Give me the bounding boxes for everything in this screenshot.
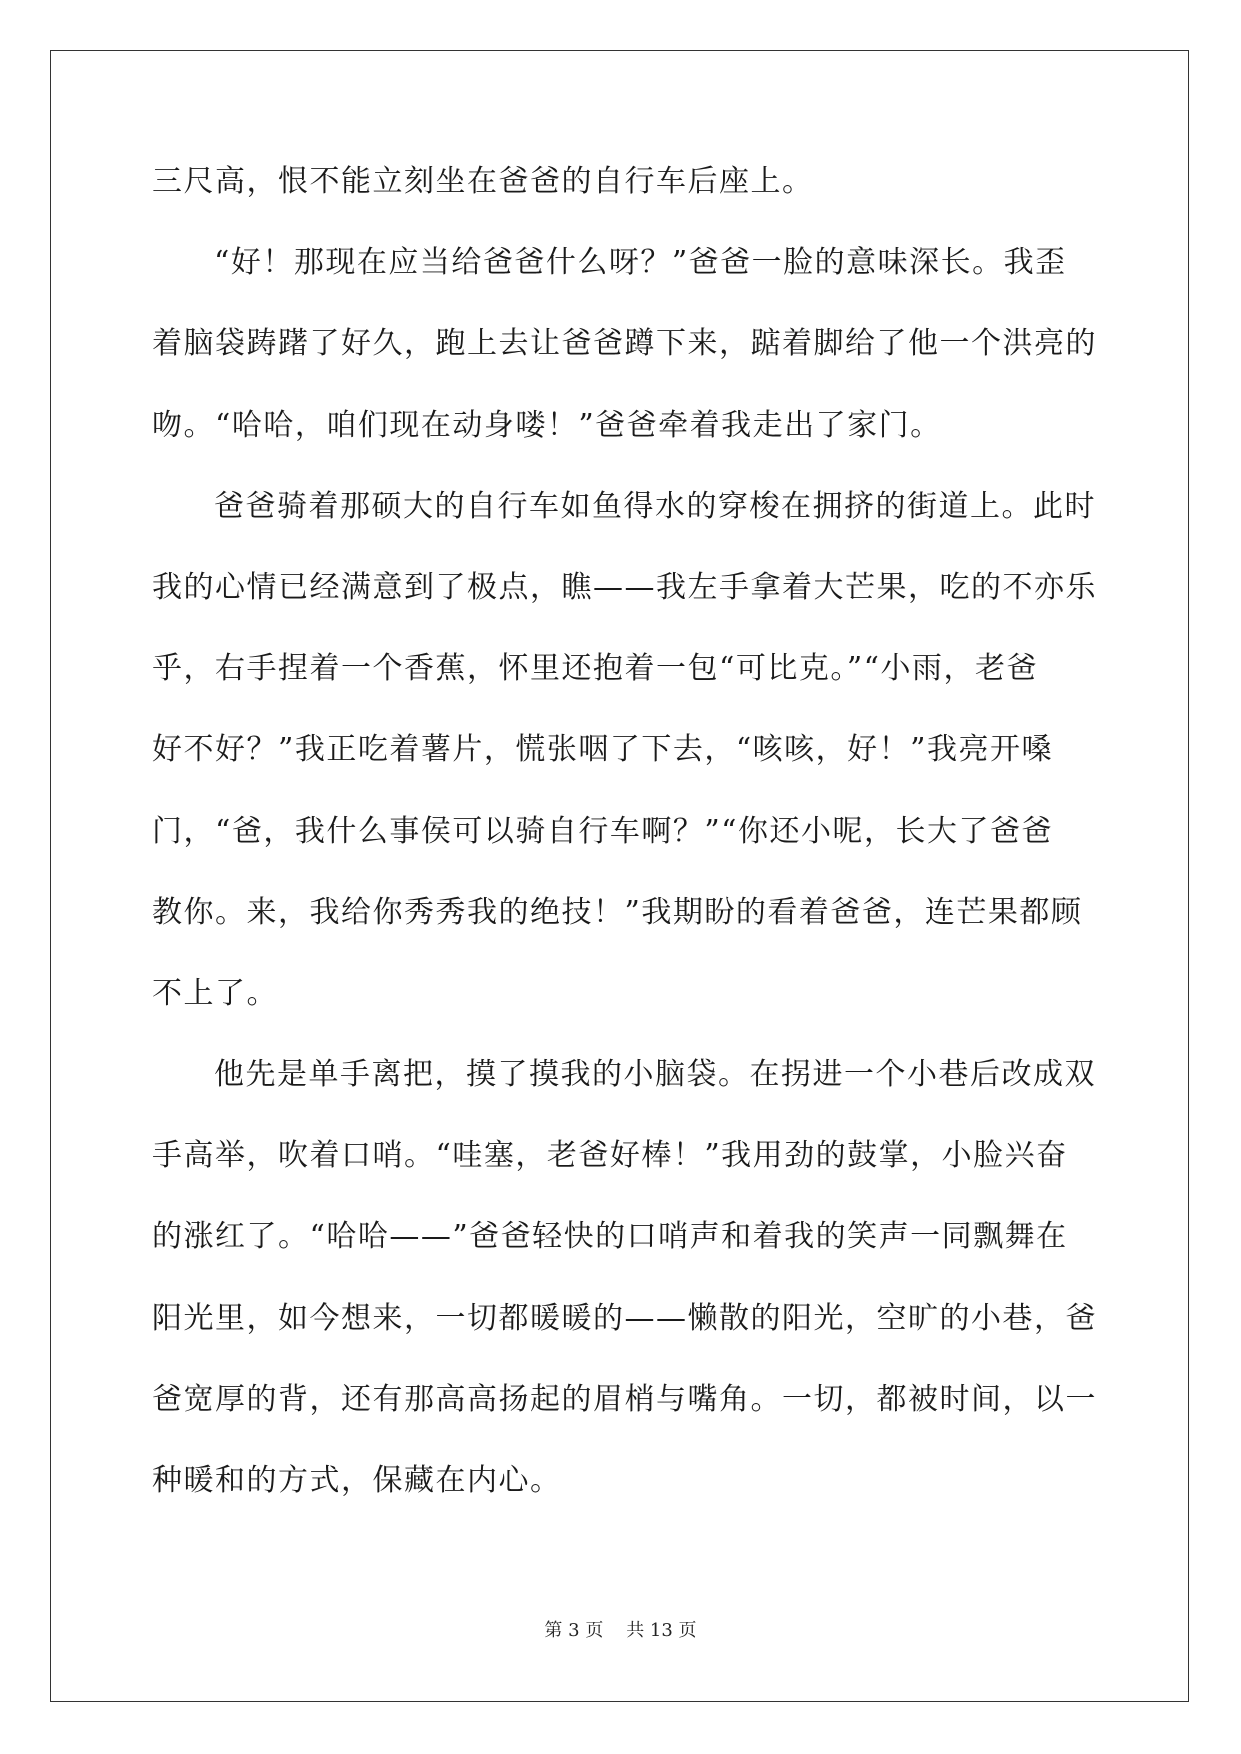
text-line: 吻。“哈哈，咱们现在动身喽！”爸爸牵着我走出了家门。: [152, 407, 942, 443]
text-line: 我的心情已经满意到了极点，瞧——我左手拿着大芒果，吃的不亦乐: [152, 569, 1097, 605]
text-line: 教你。来，我给你秀秀我的绝技！”我期盼的看着爸爸，连芒果都顾: [152, 894, 1083, 930]
text-line: 阳光里，如今想来，一切都暖暖的——懒散的阳光，空旷的小巷，爸: [152, 1300, 1097, 1336]
text-line: 手高举，吹着口哨。“哇塞，老爸好棒！”我用劲的鼓掌，小脸兴奋: [152, 1138, 1068, 1174]
text-line: 好不好？”我正吃着薯片，慌张咽了下去，“咳咳，好！”我亮开嗓: [152, 732, 1054, 768]
paragraph-3: [152, 487, 1097, 1055]
paragraph-4: [152, 1055, 1097, 1542]
text-line: 种暖和的方式，保藏在内心。: [152, 1463, 562, 1498]
text-line: 门，“爸，我什么事侯可以骑自行车啊？”“你还小呢，长大了爸爸: [152, 813, 1054, 849]
document-body: [152, 162, 1097, 1542]
text-line: 三尺高，恨不能立刻坐在爸爸的自行车后座上。: [152, 164, 814, 199]
paragraph-1: [152, 162, 1092, 243]
text-line: 他先是单手离把，摸了摸我的小脑袋。在拐进一个小巷后改成双: [214, 1057, 1096, 1093]
text-line: 乎，右手捏着一个香蕉，怀里还抱着一包“可比克。”“小雨，老爸: [152, 651, 1039, 687]
text-line: 爸宽厚的背，还有那高高扬起的眉梢与嘴角。一切，都被时间，以一: [152, 1381, 1097, 1417]
text-line: 不上了。: [152, 975, 278, 1011]
text-line: 爸爸骑着那硕大的自行车如鱼得水的穿梭在拥挤的街道上。此时: [214, 488, 1096, 524]
text-line: 着脑袋踌躇了好久，跑上去让爸爸蹲下来，踮着脚给了他一个洪亮的: [152, 326, 1097, 362]
text-line: “好！那现在应当给爸爸什么呀？”爸爸一脸的意味深长。我歪: [214, 245, 1067, 281]
paragraph-2: [152, 243, 1097, 487]
page-number-footer: 第 3 页 共 13 页: [544, 1620, 697, 1641]
text-line: 的涨红了。“哈哈——”爸爸轻快的口哨声和着我的笑声一同飘舞在: [152, 1219, 1068, 1255]
